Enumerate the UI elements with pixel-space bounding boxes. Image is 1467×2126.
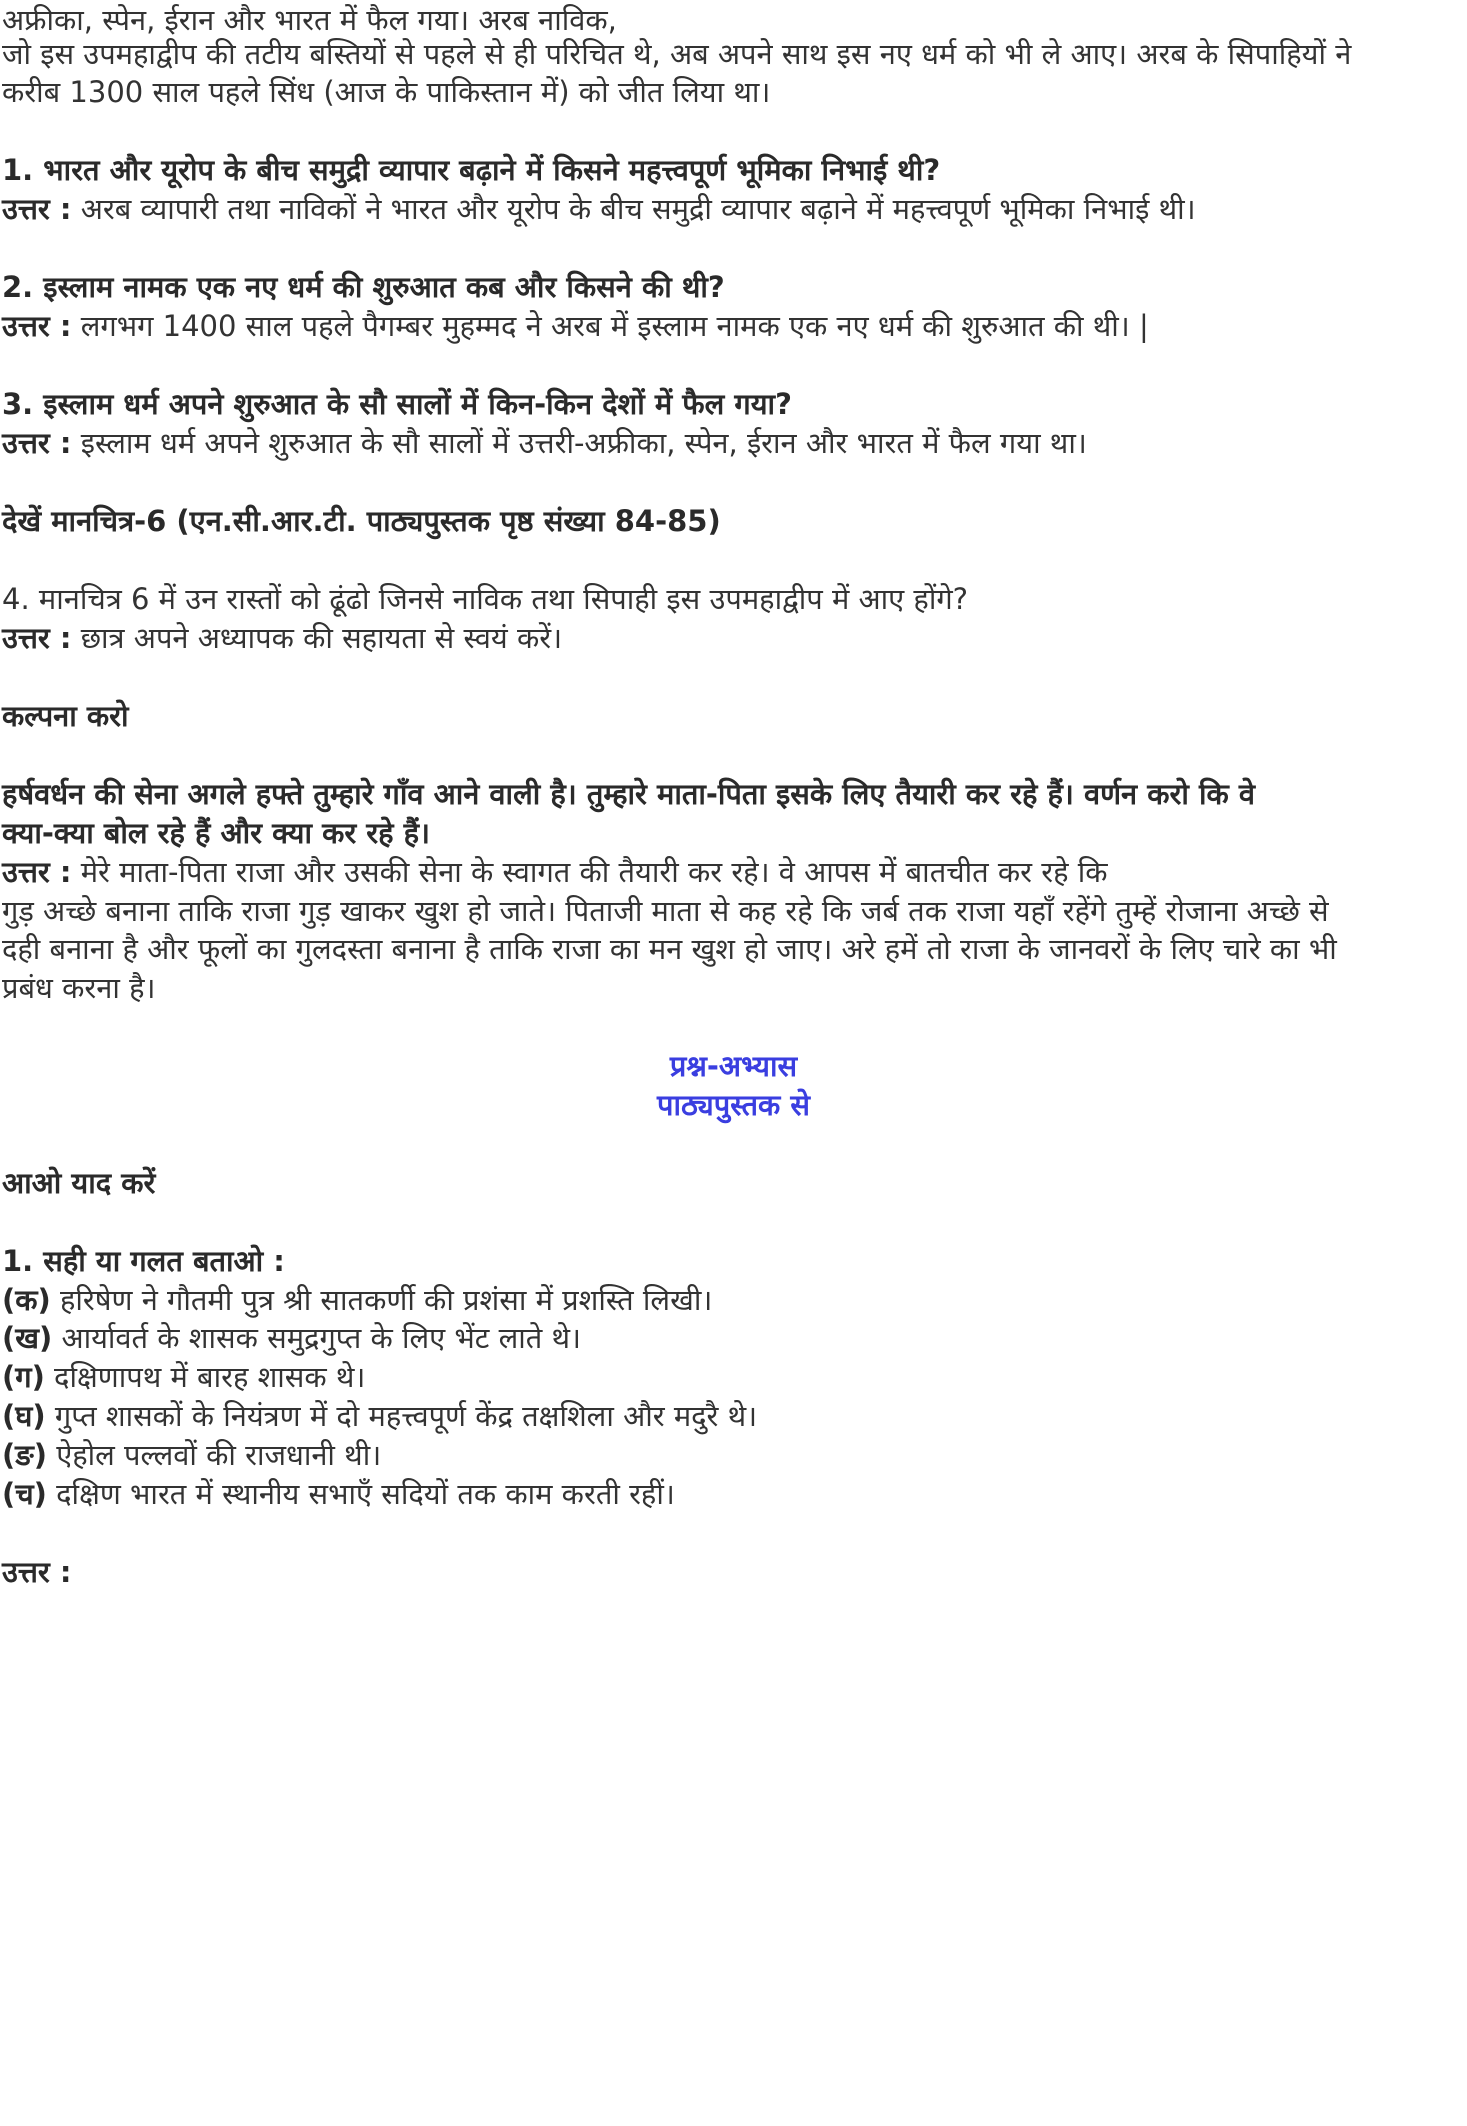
answer-label: उत्तर :: [2, 192, 72, 226]
imagine-answer-line-1: [2, 852, 1108, 892]
answer-3: [2, 423, 1087, 463]
question-2: 2. इस्लाम नामक एक नए धर्म की शुरुआत कब और किसने की थी?: [2, 270, 725, 304]
imagine-answer-line-3: दही बनाना है और फूलों का गुलदस्ता बनाना है ताकि राजा का मन खुश हो जाए। अरे हमें तो राजा के जानवरों के लिए चारे का भी: [2, 932, 1337, 966]
question-3: 3. इस्लाम धर्म अपने शुरुआत के सौ सालों में किन-किन देशों में फैल गया?: [2, 387, 792, 421]
answer-label: उत्तर :: [2, 621, 72, 655]
item-text: आर्यावर्त के शासक समुद्रगुप्त के लिए भेंट लाते थे।: [52, 1321, 582, 1355]
answer-1: [2, 189, 1196, 229]
exercise-title: प्रश्न-अभ्यास: [669, 1049, 798, 1083]
answer-4: [2, 618, 562, 658]
intro-line-2: जो इस उपमहाद्वीप की तटीय बस्तियों से पहले से ही परिचित थे, अब अपने साथ इस नए धर्म को भी ले आए। अरब के सिपाहियों ने: [2, 37, 1352, 71]
item-text: ऐहोल पल्लवों की राजधानी थी।: [46, 1438, 382, 1472]
answer-label: उत्तर :: [2, 309, 72, 343]
imagine-prompt-line-1: हर्षवर्धन की सेना अगले हफ्ते तुम्हारे गाँव आने वाली है। तुम्हारे माता-पिता इसके लिए तैयारी कर रहे हैं। वर्णन करो कि वे: [2, 777, 1255, 811]
exercise-subtitle: पाठ्यपुस्तक से: [657, 1088, 810, 1122]
recall-question-1: 1. सही या गलत बताओ :: [2, 1244, 285, 1278]
answer-label: उत्तर :: [2, 426, 72, 460]
recall-answer-label: उत्तर :: [2, 1555, 72, 1589]
list-item: [2, 1474, 675, 1514]
imagine-answer-line-2: गुड़ अच्छे बनाना ताकि राजा गुड़ खाकर खुश हो जाते। पिताजी माता से कह रहे कि जर्ब तक राजा यहाँ रहेंगे तुम्हें रोजाना अच्छे से: [2, 894, 1329, 928]
item-label: (ख): [2, 1321, 53, 1355]
intro-line-3: करीब 1300 साल पहले सिंध (आज के पाकिस्तान में) को जीत लिया था।: [2, 75, 771, 109]
answer-2: [2, 306, 1149, 346]
item-text: हरिषेण ने गौतमी पुत्र श्री सातकर्णी की प्रशंसा में प्रशस्ति लिखी।: [50, 1283, 713, 1317]
imagine-prompt-line-2: क्या-क्या बोल रहे हैं और क्या कर रहे हैं।: [2, 816, 431, 850]
list-item: [2, 1280, 712, 1320]
question-4: 4. मानचित्र 6 में उन रास्तों को ढूंढो जिनसे नाविक तथा सिपाही इस उपमहाद्वीप में आए होंगे?: [2, 582, 969, 616]
answer-text: अरब व्यापारी तथा नाविकों ने भारत और यूरोप के बीच समुद्री व्यापार बढ़ाने में महत्त्वपूर्ण भूमिका निभाई थी।: [71, 192, 1196, 226]
answer-text: लगभग 1400 साल पहले पैगम्बर मुहम्मद ने अरब में इस्लाम नामक एक नए धर्म की शुरुआत की थी। |: [71, 309, 1149, 343]
item-label: (च): [2, 1477, 47, 1511]
list-item: [2, 1318, 581, 1358]
item-text: दक्षिणापथ में बारह शासक थे।: [44, 1360, 366, 1394]
item-label: (घ): [2, 1399, 46, 1433]
answer-text: इस्लाम धर्म अपने शुरुआत के सौ सालों में उत्तरी-अफ्रीका, स्पेन, ईरान और भारत में फैल गया था।: [71, 426, 1087, 460]
list-item: [2, 1396, 757, 1436]
imagine-heading: कल्पना करो: [2, 699, 129, 733]
recall-heading: आओ याद करें: [2, 1166, 156, 1200]
question-1: 1. भारत और यूरोप के बीच समुद्री व्यापार बढ़ाने में किसने महत्त्वपूर्ण भूमिका निभाई थी?: [2, 153, 941, 187]
list-item: [2, 1357, 365, 1397]
item-text: दक्षिण भारत में स्थानीय सभाएँ सदियों तक काम करती रहीं।: [46, 1477, 675, 1511]
imagine-answer-line-4: प्रबंध करना है।: [2, 971, 156, 1005]
list-item: [2, 1435, 381, 1475]
item-label: (क): [2, 1283, 51, 1317]
item-label: (ग): [2, 1360, 45, 1394]
item-label: (ङ): [2, 1438, 47, 1472]
map-note: देखें मानचित्र-6 (एन.सी.आर.टी. पाठ्यपुस्तक पृष्ठ संख्या 84-85): [2, 504, 721, 538]
answer-text: छात्र अपने अध्यापक की सहायता से स्वयं करें।: [71, 621, 563, 655]
answer-label: उत्तर :: [2, 855, 72, 889]
intro-line-1: अफ्रीका, स्पेन, ईरान और भारत में फैल गया। अरब नाविक,: [2, 3, 617, 37]
item-text: गुप्त शासकों के नियंत्रण में दो महत्त्वपूर्ण केंद्र तक्षशिला और मदुरै थे।: [45, 1399, 758, 1433]
answer-text: मेरे माता-पिता राजा और उसकी सेना के स्वागत की तैयारी कर रहे। वे आपस में बातचीत कर रहे कि: [71, 855, 1108, 889]
